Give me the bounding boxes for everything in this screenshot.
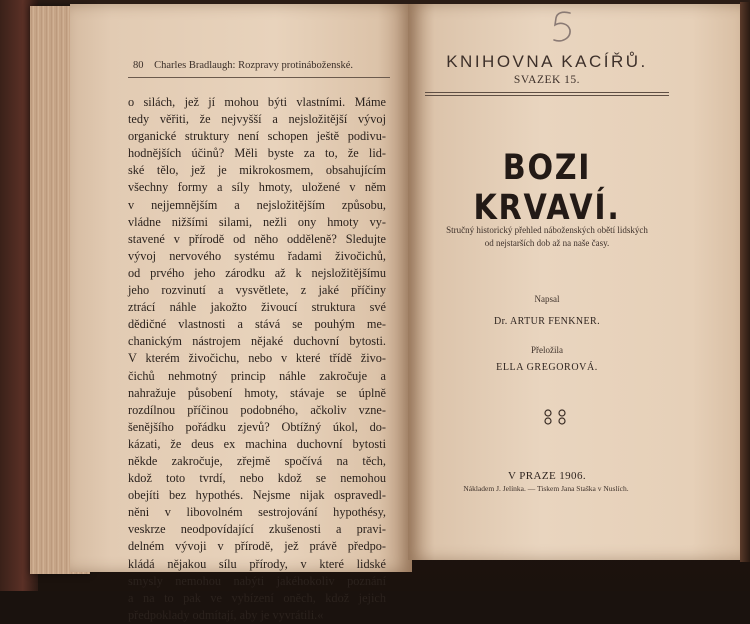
handwritten-numeral-mark bbox=[548, 10, 578, 46]
body-line: V kterém živočichu, nebo v které třídě živo- bbox=[128, 351, 386, 366]
body-line: vládne nižšími silami, nežli ony hmoty vy- bbox=[128, 214, 386, 229]
body-line: v nejjemnějším a nejsložitějším způsobu, bbox=[128, 197, 386, 212]
page-number: 80 bbox=[133, 60, 144, 71]
book-title: BOZI KRVAVÍ. bbox=[473, 148, 621, 228]
translator-name: ELLA GREGOROVÁ. bbox=[496, 362, 598, 373]
author-label: Napsal bbox=[534, 294, 560, 304]
body-line: nahražuje působení hmoty, stávaje se úplně bbox=[128, 385, 386, 400]
body-line: kdož toto tvrdí, nebo kdož se nemohou bbox=[128, 471, 386, 486]
body-line: chanickým nástrojem nějaké duchovní bytosti. bbox=[128, 334, 386, 349]
series-title: KNIHOVNA KACÍŘŮ. bbox=[446, 52, 648, 71]
body-line: dědičné vlastnosti a stává se pouhým me- bbox=[128, 317, 386, 332]
body-line: jeho rozvinutí a vysvětlete, z jaké příčiny bbox=[128, 283, 386, 298]
body-line: něni v libovolném sestrojování hypothésy, bbox=[128, 505, 386, 520]
body-line: obejíti bez hypothés. Nejsme nijak ospravedl- bbox=[128, 488, 386, 503]
body-line: smysly nemohou nabýti jakéhokoliv poznání bbox=[128, 573, 386, 588]
body-line: a na to pak ve vybízení oněch, kdož jejich bbox=[128, 590, 386, 605]
body-line: někde zakročuje, zřejmě spočívá na těch, bbox=[128, 453, 386, 468]
running-head bbox=[133, 60, 391, 71]
volume-number: SVAZEK 15. bbox=[513, 74, 581, 86]
imprint-printer: Nákladem J. Jelínka. — Tiskem Jana Staška v Nuslích. bbox=[463, 484, 629, 493]
book-right-edge bbox=[740, 2, 750, 562]
body-line: šenějšího pořádku zjevů? Obtížný úkol, do- bbox=[128, 419, 386, 434]
body-line: stavené v přírodě od něho odděleně? Sledujte bbox=[128, 231, 386, 246]
body-line: čichů nehmotný princip náhle zakročuje a bbox=[128, 368, 386, 383]
body-line: veskrze neodpovídající zkušenosti a pravi- bbox=[128, 522, 386, 537]
translator-label: Přeložila bbox=[531, 345, 563, 355]
title-rule-top bbox=[425, 92, 669, 93]
body-line: vývoj nervového systému řadami živočichů, bbox=[128, 248, 386, 263]
subtitle-line: od nejstarších dob až na naše časy. bbox=[484, 238, 610, 248]
imprint-place-year: V PRAZE 1906. bbox=[507, 470, 587, 482]
body-line: rozdílnou příčinou podobného, ačkoliv vzne- bbox=[128, 402, 386, 417]
subtitle-line: Stručný historický přehled náboženských obětí lidských bbox=[446, 225, 648, 235]
body-line: předpoklady odmítají, aby je vyvrátili.« bbox=[128, 607, 324, 622]
body-line: kázati, že deus ex machina duchovní bytosti bbox=[128, 436, 386, 451]
body-line: všechny formy a síly hmoty, uložené v něm bbox=[128, 180, 386, 195]
body-line: kládá nějakou sílu přírody, v které lidské bbox=[128, 556, 386, 571]
body-line: od prvého jeho zárodku až k nejsložitějšímu bbox=[128, 265, 386, 280]
running-head-rule bbox=[128, 77, 390, 78]
author-name: Dr. ARTUR FENKNER. bbox=[493, 316, 601, 327]
double-loop-ornament-icon bbox=[540, 407, 570, 427]
body-line: o silách, jež jí mohou býti vlastními. Máme bbox=[128, 95, 386, 109]
body-line: ztrácí náhle jakožto živoucí struktura své bbox=[128, 300, 386, 315]
body-line: organické struktury není schopen ještě podivu- bbox=[128, 129, 386, 144]
body-line: delném vývoji v přírodě, jež právě předpo- bbox=[128, 539, 386, 554]
title-rule-bottom bbox=[425, 95, 669, 96]
running-head-title: Charles Bradlaugh: Rozpravy protináboženské. bbox=[154, 60, 353, 71]
body-line: ské tělo, jež je mikrokosmem, obsahujícím bbox=[128, 163, 386, 178]
body-line: tedy věřiti, že nejvyšší a nejsložitější vývoj bbox=[128, 112, 386, 127]
book-subtitle bbox=[422, 224, 672, 250]
left-page-body-text bbox=[128, 94, 386, 624]
body-line: hodnějších účinů? Měli byste za to, že lid- bbox=[128, 146, 386, 161]
